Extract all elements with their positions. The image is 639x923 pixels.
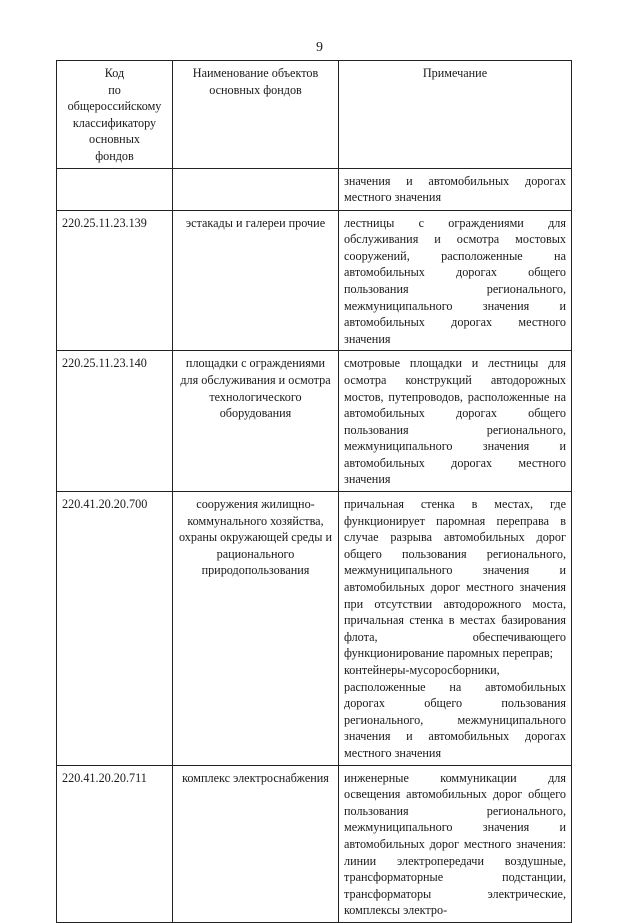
header-note: [339, 61, 572, 169]
table-row: [57, 210, 572, 351]
row-name-cell: комплекс электроснабжения: [173, 765, 339, 922]
header-code: [57, 61, 173, 169]
row-name-cell: эстакады и галереи прочие: [173, 210, 339, 351]
row-note-cell: лестницы с ограждениями для обслуживания и осмотра мостовых сооружений, расположенные на автомобильных дорогах общего пользования регионального, межмуниципального значения и автомобильных дорогах местного значения: [339, 210, 572, 351]
header-name: [173, 61, 339, 169]
header-code-text: Код по общероссийскому классификатору основных фондов: [67, 66, 162, 163]
row-name-cell: площадки с ограждениями для обслуживания и осмотра технологического оборудования: [173, 351, 339, 492]
row-code-cell: 220.41.20.20.711: [57, 765, 173, 922]
row-code-cell: [57, 168, 173, 210]
table-row: [57, 765, 572, 922]
header-note-text: Примечание: [422, 66, 488, 80]
fixed-assets-table: [56, 60, 572, 923]
row-name-cell: [173, 168, 339, 210]
table-row: [57, 492, 572, 766]
row-code-cell: 220.41.20.20.700: [57, 492, 173, 766]
table-row: [57, 168, 572, 210]
row-code-cell: 220.25.11.23.139: [57, 210, 173, 351]
header-name-text: Наименование объектов основных фондов: [192, 66, 319, 97]
row-name-cell: сооружения жилищно-коммунального хозяйства, охраны окружающей среды и рационального природопользования: [173, 492, 339, 766]
row-note-cell: значения и автомобильных дорогах местного значения: [339, 168, 572, 210]
row-note-cell: смотровые площадки и лестницы для осмотра конструкций автодорожных мостов, путепроводов, расположенные на автомобильных дорогах общего пользования регионального, межмуниципального значения и автомобильных дорогах местного значения: [339, 351, 572, 492]
row-code-cell: 220.25.11.23.140: [57, 351, 173, 492]
row-note-cell: инженерные коммуникации для освещения автомобильных дорог общего пользования регионального, межмуниципального значения и автомобильных дорог местного значения: линии электропередачи воздушные, трансформаторные подстанции, трансформаторы электрические, комплексы электро-: [339, 765, 572, 922]
page-number: 9: [316, 40, 323, 55]
row-note-cell: причальная стенка в местах, где функционирует паромная переправа в случае разрыва автомобильных дорог общего пользования регионального, межмуниципального значения и автомобильных дорог местного значения при отсутствии автодорожного моста, причальная стенка в местах базирования флота, обеспечивающего функционирование паромных переправ; контейнеры-мусоросборники, расположенные на автомобильных дорогах общего пользования регионального, межмуниципального значения и автомобильных дорогах местного значения: [339, 492, 572, 766]
table-header-row: [57, 61, 572, 169]
table-row: [57, 351, 572, 492]
